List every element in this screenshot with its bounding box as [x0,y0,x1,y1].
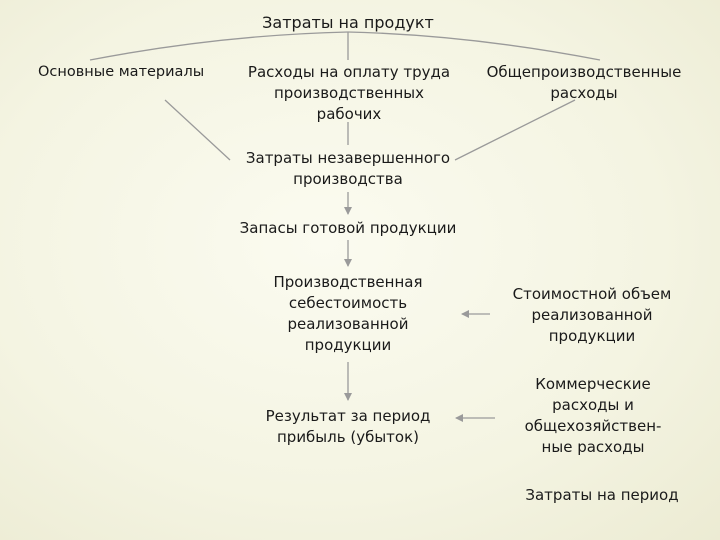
cost-of-product-node: Затраты на продукт [262,13,434,32]
overhead-to-wip-line [455,100,575,160]
result-node: Результат за период прибыль (убыток) [265,407,431,446]
wip-costs-node: Затраты незавершенного производства [245,149,451,188]
bracket-left-line [90,32,348,60]
finished-goods-node: Запасы готовой продукции [239,219,457,237]
labor-costs-node: Расходы на оплату труда производственных рабочих [247,63,451,123]
bracket-right-line [348,32,600,60]
period-costs-node: Затраты на период [525,486,679,504]
selling-admin-node: Коммерческие расходы и общехозяйствен- ные расходы [524,375,662,456]
overhead-node: Общепроизводственные расходы [486,63,682,102]
production-cost-node: Производственная себестоимость реализованной продукции [273,273,423,354]
basic-materials-node: Основные материалы [38,64,205,80]
materials-to-wip-line [165,100,230,160]
sales-value-node: Стоимостной объем реализованной продукции [512,285,672,345]
